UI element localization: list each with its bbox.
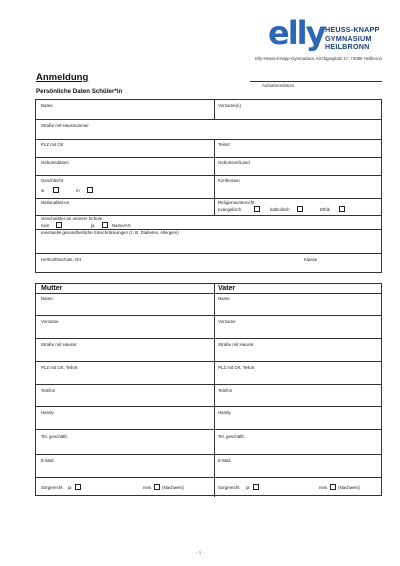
student-section-heading: Persönliche Daten Schüler*in [36, 88, 123, 95]
mother-custody-label: Sorgerecht [41, 485, 63, 490]
mother-street-field[interactable]: Straße mit Hausnr. [41, 342, 78, 347]
class-field[interactable]: Klasse [304, 257, 318, 262]
father-custody-yes-checkbox[interactable] [253, 484, 259, 490]
religion-ethik-checkbox[interactable] [339, 206, 345, 212]
religion-katholisch-checkbox[interactable] [297, 206, 303, 212]
mother-name-field[interactable]: Name [41, 296, 53, 301]
mother-custody-yes-label: ja [68, 485, 72, 490]
father-custody-proof-label: (Nachweis) [338, 485, 360, 490]
admission-date-line[interactable] [250, 81, 382, 82]
father-custody-yes-label: ja [246, 485, 250, 490]
father-name-field[interactable]: Name [218, 296, 230, 301]
mother-custody-yes-checkbox[interactable] [75, 484, 81, 490]
religion-ethik-label: Ethik [320, 207, 330, 212]
mother-mobile-field[interactable]: Handy [41, 410, 54, 415]
school-logo [268, 14, 384, 55]
father-phone-work-field[interactable]: Tel. geschäftl. [218, 434, 245, 439]
student-data-form [35, 99, 382, 273]
father-custody-label: Sorgerecht [218, 485, 240, 490]
gender-m-label: m [76, 188, 80, 193]
father-heading: Vater [218, 285, 236, 292]
parents-data-form [35, 283, 382, 496]
birthplace-field[interactable]: Geburtsort/Land [218, 160, 250, 165]
firstname-field[interactable]: Vorname(n) [218, 103, 241, 108]
origin-school-field[interactable]: Herkunftsschule, Ort [41, 257, 82, 262]
siblings-yes-label: ja [91, 223, 95, 228]
admission-date-label: Aufnahmedatum [262, 83, 295, 88]
father-firstname-field[interactable]: Vorname [218, 319, 236, 324]
father-custody-no-label: nein [319, 485, 328, 490]
mother-custody-proof-label: (Nachweis) [162, 485, 184, 490]
religion-class-label: Religionsunterricht: [218, 200, 256, 205]
logo-wordmark: elly [268, 14, 325, 52]
mother-custody-no-label: nein [143, 485, 152, 490]
school-address: Elly-Heuss-Knapp-Gymnasium, Kirchgasplatz 17, 74080 Heilbronn [255, 56, 382, 61]
gender-m-checkbox[interactable] [87, 187, 93, 193]
gender-w-checkbox[interactable] [53, 187, 59, 193]
gender-w-label: w [41, 188, 45, 193]
logo-school-name: HEUSS-KNAPP GYMNASIUM HEILBRONN [325, 25, 380, 52]
siblings-no-label: nein [41, 223, 50, 228]
mother-firstname-field[interactable]: Vorname [41, 319, 59, 324]
name-field[interactable]: Name [41, 103, 53, 108]
gender-label: Geschlecht [41, 178, 63, 183]
health-field[interactable]: eventuelle gesundheitliche Einschränkungen (z. B. Diabetes, Allergien) [41, 230, 179, 235]
father-zip-field[interactable]: PLZ mit Ort, Teilort [218, 365, 255, 370]
mother-email-field[interactable]: E-Mail [41, 458, 54, 463]
father-street-field[interactable]: Straße mit Hausnr. [218, 342, 255, 347]
siblings-label: Geschwister an unserer Schule: [41, 216, 104, 221]
religion-evangelisch-checkbox[interactable] [254, 206, 260, 212]
confession-field[interactable]: Konfession [218, 178, 240, 183]
siblings-no-checkbox[interactable] [56, 222, 62, 228]
mother-zip-field[interactable]: PLZ mit Ort, Teilort [41, 365, 78, 370]
religion-evangelisch-label: evangelisch [218, 207, 242, 212]
siblings-name-field[interactable]: Name/Art [112, 223, 131, 228]
district-field[interactable]: Teilort [218, 142, 230, 147]
page-number: - 1 - [196, 550, 204, 555]
street-field[interactable]: Straße mit Hausnummer [41, 123, 89, 128]
mother-heading: Mutter [41, 285, 63, 292]
father-phone-field[interactable]: Telefon [218, 388, 233, 393]
father-email-field[interactable]: E-Mail [218, 458, 231, 463]
father-mobile-field[interactable]: Handy [218, 410, 231, 415]
page-title: Anmeldung [36, 72, 89, 83]
birthdate-field[interactable]: Geburtsdatum [41, 160, 69, 165]
siblings-yes-checkbox[interactable] [102, 222, 108, 228]
mother-phone-field[interactable]: Telefon [41, 388, 56, 393]
nationality-field[interactable]: Nationalität-en [41, 200, 70, 205]
mother-phone-work-field[interactable]: Tel. geschäftl. [41, 434, 68, 439]
father-custody-no-checkbox[interactable] [330, 484, 336, 490]
religion-katholisch-label: katholisch [270, 207, 290, 212]
mother-custody-no-checkbox[interactable] [154, 484, 160, 490]
zip-city-field[interactable]: PLZ mit Ort [41, 142, 64, 147]
